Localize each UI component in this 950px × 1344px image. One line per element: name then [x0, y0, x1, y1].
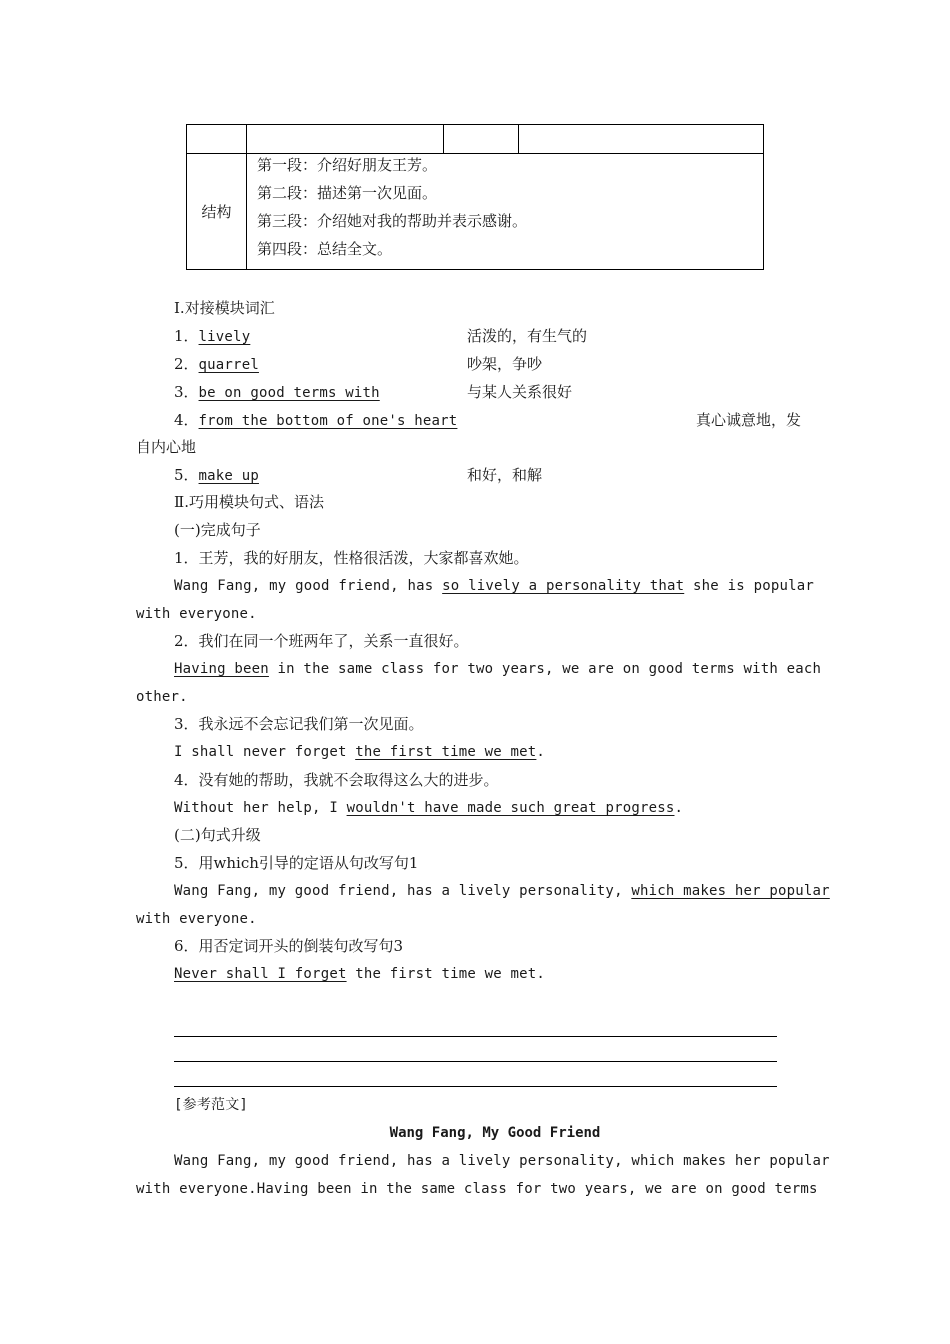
vocab-meaning: 与某人关系很好: [467, 383, 573, 401]
structure-item: 第四段：总结全文。: [257, 240, 393, 258]
vocab-meaning: 吵架，争吵: [467, 355, 543, 373]
sentence-prompt: 6．用否定词开头的倒装句改写句3: [174, 937, 404, 955]
sub-heading: (一)完成句子: [174, 521, 261, 539]
writing-line: [174, 1036, 777, 1037]
essay-title: Wang Fang, My Good Friend: [389, 1125, 601, 1141]
sentence-answer: Never shall I forget the first time we met.: [174, 966, 546, 982]
sentence-prompt: 1．王芳，我的好朋友，性格很活泼，大家都喜欢她。: [174, 549, 529, 567]
structure-item: 第一段：介绍好朋友王芳。: [257, 156, 438, 174]
sentence-answer: Without her help, I wouldn't have made such great progress.: [174, 800, 684, 816]
vocab-meaning: 活泼的，有生气的: [467, 327, 588, 345]
section-heading: Ⅰ.对接模块词汇: [174, 299, 275, 317]
vocab-meaning: 真心诚意地，发: [696, 411, 802, 429]
vocab-item: 1．lively: [174, 327, 251, 345]
sentence-answer-cont: other.: [136, 689, 188, 705]
essay-line: Wang Fang, my good friend, has a lively personality, which makes her popular: [174, 1153, 830, 1169]
vocab-item: 5．make up: [174, 466, 259, 484]
vocab-item: 2．quarrel: [174, 355, 259, 373]
structure-items: [247, 154, 764, 270]
sentence-answer-cont: with everyone.: [136, 606, 257, 622]
vocab-item: 4．from the bottom of one's heart: [174, 411, 458, 429]
sentence-answer-cont: with everyone.: [136, 911, 257, 927]
table-cell: [247, 125, 444, 154]
vocab-meaning: 和好，和解: [467, 466, 543, 484]
sub-heading: (二)句式升级: [174, 826, 261, 844]
sentence-answer: Wang Fang, my good friend, has a lively personality, which makes her popular: [174, 883, 830, 899]
structure-label: 结构: [187, 154, 247, 270]
vocab-item: 3．be on good terms with: [174, 383, 380, 401]
sentence-prompt: 3．我永远不会忘记我们第一次见面。: [174, 715, 424, 733]
sentence-prompt: 5．用which引导的定语从句改写句1: [174, 854, 419, 872]
structure-item: 第三段：介绍她对我的帮助并表示感谢。: [257, 212, 528, 230]
structure-item: 第二段：描述第一次见面。: [257, 184, 438, 202]
writing-line: [174, 1061, 777, 1062]
structure-table: [186, 124, 764, 270]
essay-label: [参考范文]: [174, 1097, 249, 1113]
table-cell: [519, 125, 764, 154]
sentence-prompt: 4．没有她的帮助，我就不会取得这么大的进步。: [174, 771, 499, 789]
table-cell: [444, 125, 519, 154]
essay-line: with everyone.Having been in the same class for two years, we are on good terms: [136, 1181, 818, 1197]
sentence-answer: I shall never forget the first time we met.: [174, 744, 546, 760]
table-cell: [187, 125, 247, 154]
sentence-answer: Having been in the same class for two years, we are on good terms with each: [174, 661, 822, 677]
vocab-meaning-cont: 自内心地: [136, 438, 197, 456]
sentence-prompt: 2．我们在同一个班两年了，关系一直很好。: [174, 632, 469, 650]
sentence-answer: Wang Fang, my good friend, has so lively a personality that she is popular: [174, 578, 815, 594]
writing-line: [174, 1086, 777, 1087]
section-heading: Ⅱ.巧用模块句式、语法: [174, 493, 324, 511]
